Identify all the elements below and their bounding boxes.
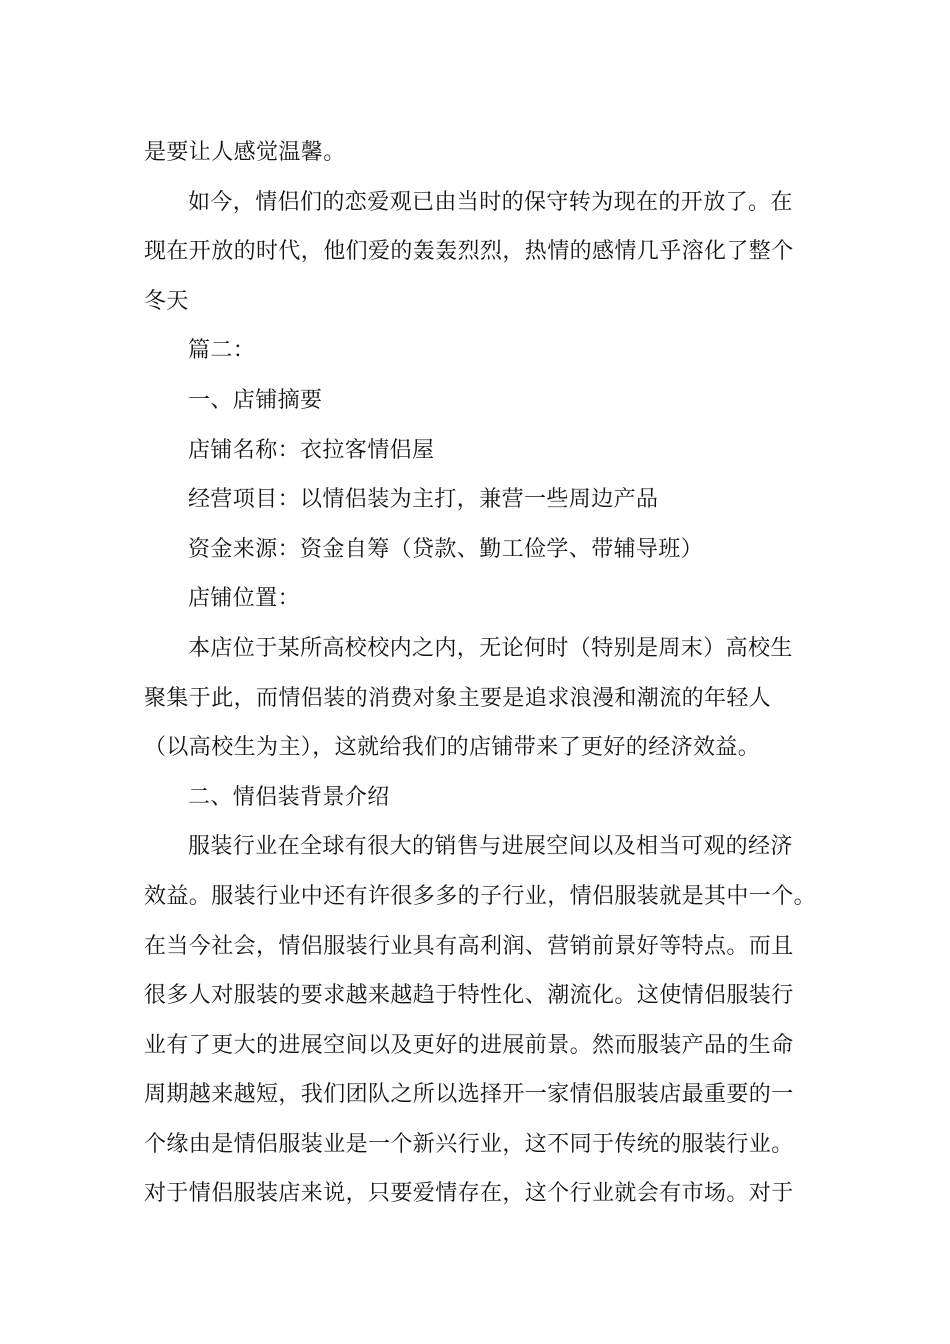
text-line: 效益。服装行业中还有许很多多的子行业，情侣服装就是其中一个。 (144, 883, 817, 909)
text-line: 服装行业在全球有很大的销售与进展空间以及相当可观的经济 (188, 834, 793, 860)
text-line: 篇二： (188, 338, 256, 364)
text-line: （以高校生为主），这就给我们的店铺带来了更好的经济效益。 (144, 735, 761, 761)
text-line: 很多人对服装的要求越来越趋于特性化、潮流化。这使情侣服装行 (144, 983, 794, 1009)
text-line: 在当今社会，情侣服装行业具有高利润、营销前景好等特点。而且 (144, 933, 794, 959)
text-line: 如今，情侣们的恋爱观已由当时的保守转为现在的开放了。在 (188, 189, 793, 215)
text-line: 店铺名称：衣拉客情侣屋 (188, 437, 435, 463)
text-line: 本店位于某所高校校内之内，无论何时（特别是周末）高校生 (188, 635, 793, 661)
text-line: 聚集于此，而情侣装的消费对象主要是追求浪漫和潮流的年轻人 (144, 685, 772, 711)
document-body (144, 128, 824, 1219)
text-line: 周期越来越短，我们团队之所以选择开一家情侣服装店最重要的一 (144, 1082, 794, 1108)
text-line: 经营项目：以情侣装为主打，兼营一些周边产品 (188, 487, 659, 513)
text-line: 冬天 (144, 288, 189, 314)
text-line: 现在开放的时代，他们爱的轰轰烈烈，热情的感情几乎溶化了整个 (144, 239, 794, 265)
text-line: 业有了更大的进展空间以及更好的进展前景。然而服装产品的生命 (144, 1032, 794, 1058)
text-line: 一、店铺摘要 (188, 387, 323, 413)
text-line: 对于情侣服装店来说，只要爱情存在，这个行业就会有市场。对于 (144, 1181, 794, 1207)
text-line: 店铺位置： (188, 586, 301, 612)
text-line: 二、情侣装背景介绍 (188, 784, 390, 810)
text-line: 个缘由是情侣服装业是一个新兴行业，这不同于传统的服装行业。 (144, 1131, 794, 1157)
text-line: 是要让人感觉温馨。 (144, 140, 346, 165)
text-line: 资金来源：资金自筹（贷款、勤工俭学、带辅导班） (188, 536, 704, 562)
